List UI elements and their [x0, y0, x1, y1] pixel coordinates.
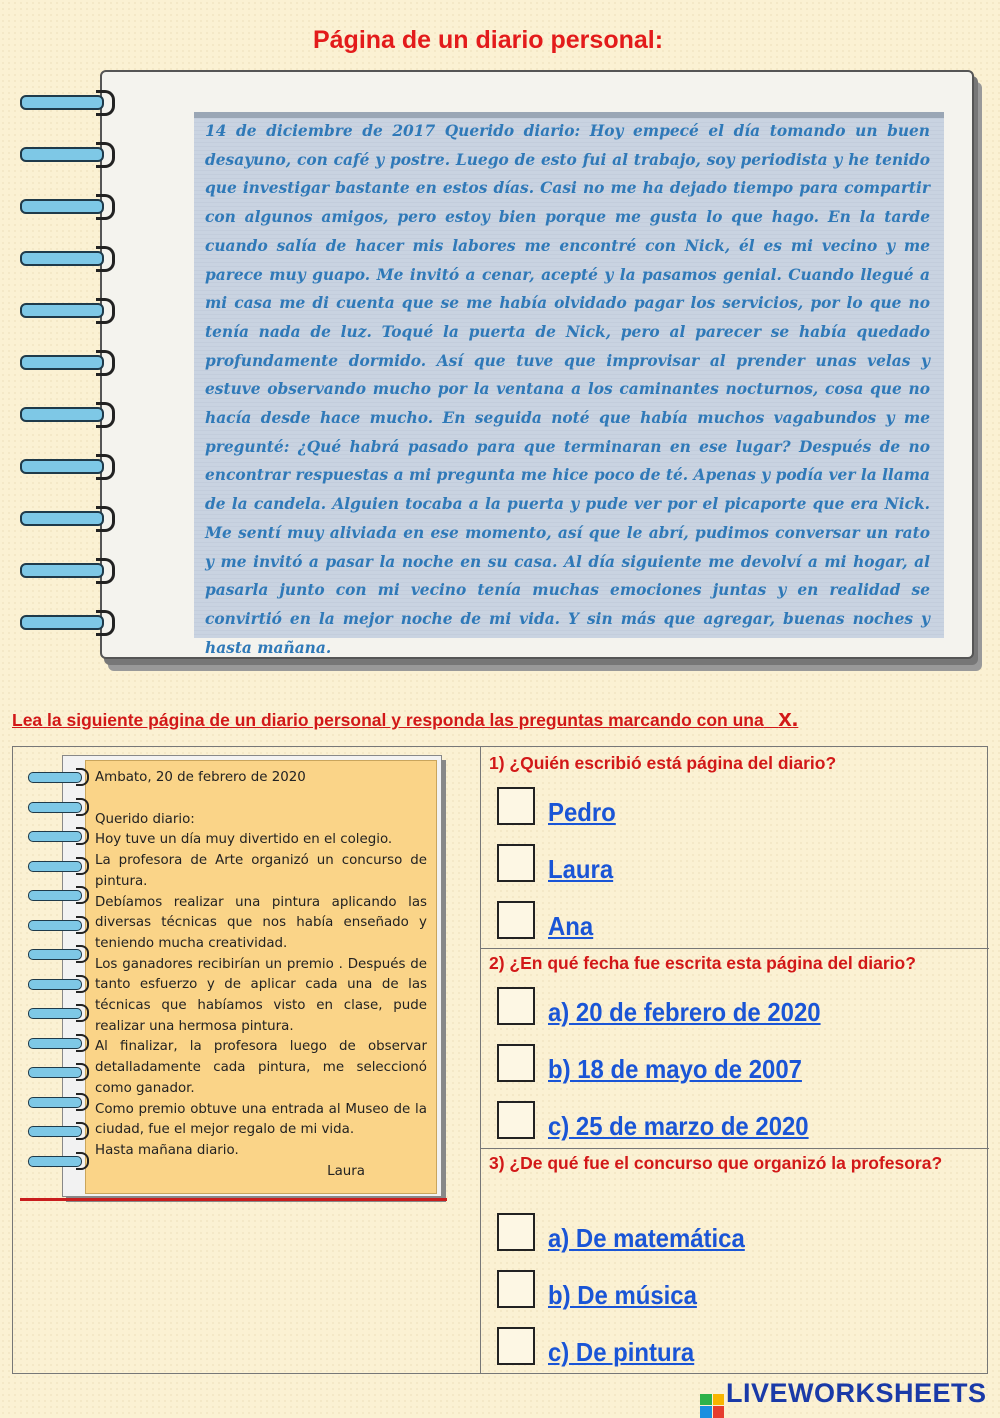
- spiral-ring: [28, 1034, 90, 1052]
- liveworksheets-logo-icon: [700, 1394, 724, 1418]
- q2-option-b-checkbox[interactable]: [497, 1044, 535, 1082]
- table-divider: [480, 747, 481, 1373]
- q2-option-b-label: b) 18 de mayo de 2007: [548, 1054, 802, 1084]
- spiral-ring: [20, 140, 116, 166]
- spiral-ring: [28, 886, 90, 904]
- q3-option-c-label: c) De pintura: [548, 1337, 695, 1367]
- instructions: [12, 705, 798, 733]
- letter-paragraph: Debíamos realizar una pintura aplicando las diversas técnicas que nos había enseñado y teniendo mucha creatividad.: [95, 894, 427, 951]
- spiral-ring: [28, 916, 90, 934]
- letter-signature: Laura: [327, 1163, 365, 1179]
- letter-paragraph: La profesora de Arte organizó un concurso de pintura.: [95, 853, 427, 889]
- q3-option-a-label: a) De matemática: [548, 1223, 745, 1253]
- spiral-ring: [28, 827, 90, 845]
- spiral-ring: [20, 556, 116, 582]
- letter-paragraph: Los ganadores recibirían un premio . Después de tanto esfuerzo y de aplicar cada una de las técnicas que habíamos visto en clase, pude realizar una hermosa pintura.: [95, 956, 427, 1034]
- q3-option-b[interactable]: [497, 1270, 957, 1316]
- brand-name: LIVEWORKSHEETS: [726, 1378, 987, 1408]
- q3-option-b-label: b) De música: [548, 1280, 697, 1310]
- letter-greeting: Querido diario:: [95, 811, 195, 827]
- spiral-ring: [28, 1093, 90, 1111]
- letter-paragraph: Como premio obtuve una entrada al Museo de la ciudad, fue el mejor regalo de mi vida.: [95, 1101, 427, 1138]
- spiral-ring: [28, 798, 90, 816]
- spiral-ring: [20, 348, 116, 374]
- question-2: 2) ¿En qué fecha fue escrita esta página del diario?: [489, 953, 916, 973]
- question-1: 1) ¿Quién escribió está página del diario?: [489, 753, 837, 773]
- q2-option-c-checkbox[interactable]: [497, 1101, 535, 1139]
- q3-option-b-checkbox[interactable]: [497, 1270, 535, 1308]
- q3-option-a-checkbox[interactable]: [497, 1213, 535, 1251]
- letter-paragraph: Al finalizar, la profesora luego de observar detalladamente cada pintura, me seleccionó como ganador.: [95, 1039, 427, 1096]
- spiral-ring: [28, 945, 90, 963]
- q2-option-a-checkbox[interactable]: [497, 987, 535, 1025]
- q3-option-c[interactable]: [497, 1327, 957, 1373]
- instructions-text: Lea la siguiente página de un diario personal y responda las preguntas marcando con una: [12, 710, 764, 730]
- q1-option-c-label: Ana: [548, 911, 594, 941]
- letter-paragraph: Hasta mañana diario.: [95, 1142, 239, 1158]
- q2-option-a-label: a) 20 de febrero de 2020: [548, 997, 821, 1027]
- spiral-ring: [20, 296, 116, 322]
- letter-date: Ambato, 20 de febrero de 2020: [95, 770, 306, 785]
- q2-option-b[interactable]: [497, 1044, 957, 1090]
- spiral-ring: [28, 857, 90, 875]
- spiral-ring: [28, 975, 90, 993]
- spiral-ring: [20, 452, 116, 478]
- liveworksheets-brand: [700, 1378, 987, 1408]
- q1-option-a-label: Pedro: [548, 797, 616, 827]
- spiral-ring: [28, 768, 90, 786]
- spiral-ring: [20, 244, 116, 270]
- q1-option-b-checkbox[interactable]: [497, 844, 535, 882]
- diary-entry-text: 14 de diciembre de 2017 Querido diario: Hoy empecé el día tomando un buen desayuno, con café y postre. Luego de esto fui al trabajo, soy periodista y he tenido que investigar bastante en estos días. Casi no me ha dejado tiempo para compartir con algunos amigos, pero estoy bien porque me gusta lo que hago. En la tarde cuando salía de hacer mis labores me encontré con Nick, él es mi vecino y me parece muy guapo. Me invitó a cenar, acepté y la pasamos genial. Cuando llegué a mi casa me di cuenta que se me había olvidado pagar los servicios, por lo que no tenía nada de luz. Toqué la puerta de Nick, pero al parecer se había quedado profundamente dormido. Así que tuve que improvisar al prender unas velas y estuve observando mucho por la ventana a los caminantes nocturnos, cosa que no hacía desde hace mucho. En seguida noté que había muchos vagabundos y me pregunté: ¿Qué habrá pasado para que terminaran en ese lugar? Después de no encontrar respuestas a mi pregunta me hice poco de té. Apenas y podía ver la llama de la candela. Alguien tocaba a la puerta y pude ver por el picaporte que era Nick. Me sentí muy aliviada en ese momento, así que le abrí, pudimos conversar un rato y me invitó a pasar la noche en su casa. Al día siguiente me devolví a mi hogar, al pasarla junto con mi vecino tenía muchas emociones juntas y en realidad se convirtió en la mejor noche de mi vida. Y sin más que agregar, buenas noches y hasta mañana.: [205, 122, 930, 657]
- spiral-ring: [20, 608, 116, 634]
- q1-option-b-label: Laura: [548, 854, 614, 884]
- q2-option-a[interactable]: [497, 987, 957, 1033]
- divider-line: [20, 1198, 447, 1201]
- q2-option-c-label: c) 25 de marzo de 2020: [548, 1111, 809, 1141]
- letter-paragraph: Hoy tuve un día muy divertido en el colegio.: [95, 832, 393, 848]
- q3-option-a[interactable]: [497, 1213, 957, 1259]
- spiral-ring: [20, 88, 116, 114]
- instructions-mark: x.: [778, 705, 799, 732]
- q1-option-b[interactable]: [497, 844, 957, 890]
- table-divider: [480, 948, 989, 949]
- q1-option-c-checkbox[interactable]: [497, 901, 535, 939]
- spiral-ring: [28, 1004, 90, 1022]
- spiral-ring: [20, 400, 116, 426]
- spiral-ring: [20, 192, 116, 218]
- q1-option-a[interactable]: [497, 787, 957, 833]
- spiral-ring: [28, 1152, 90, 1170]
- question-3: 3) ¿De qué fue el concurso que organizó la profesora?: [489, 1153, 943, 1173]
- table-divider: [480, 1148, 989, 1149]
- q3-option-c-checkbox[interactable]: [497, 1327, 535, 1365]
- spiral-ring: [28, 1122, 90, 1140]
- letter-text: [95, 768, 427, 1182]
- spiral-ring: [20, 504, 116, 530]
- spiral-ring: [28, 1063, 90, 1081]
- q2-option-c[interactable]: [497, 1101, 957, 1147]
- page-title: Página de un diario personal:: [312, 26, 664, 54]
- q1-option-c[interactable]: [497, 901, 957, 947]
- q1-option-a-checkbox[interactable]: [497, 787, 535, 825]
